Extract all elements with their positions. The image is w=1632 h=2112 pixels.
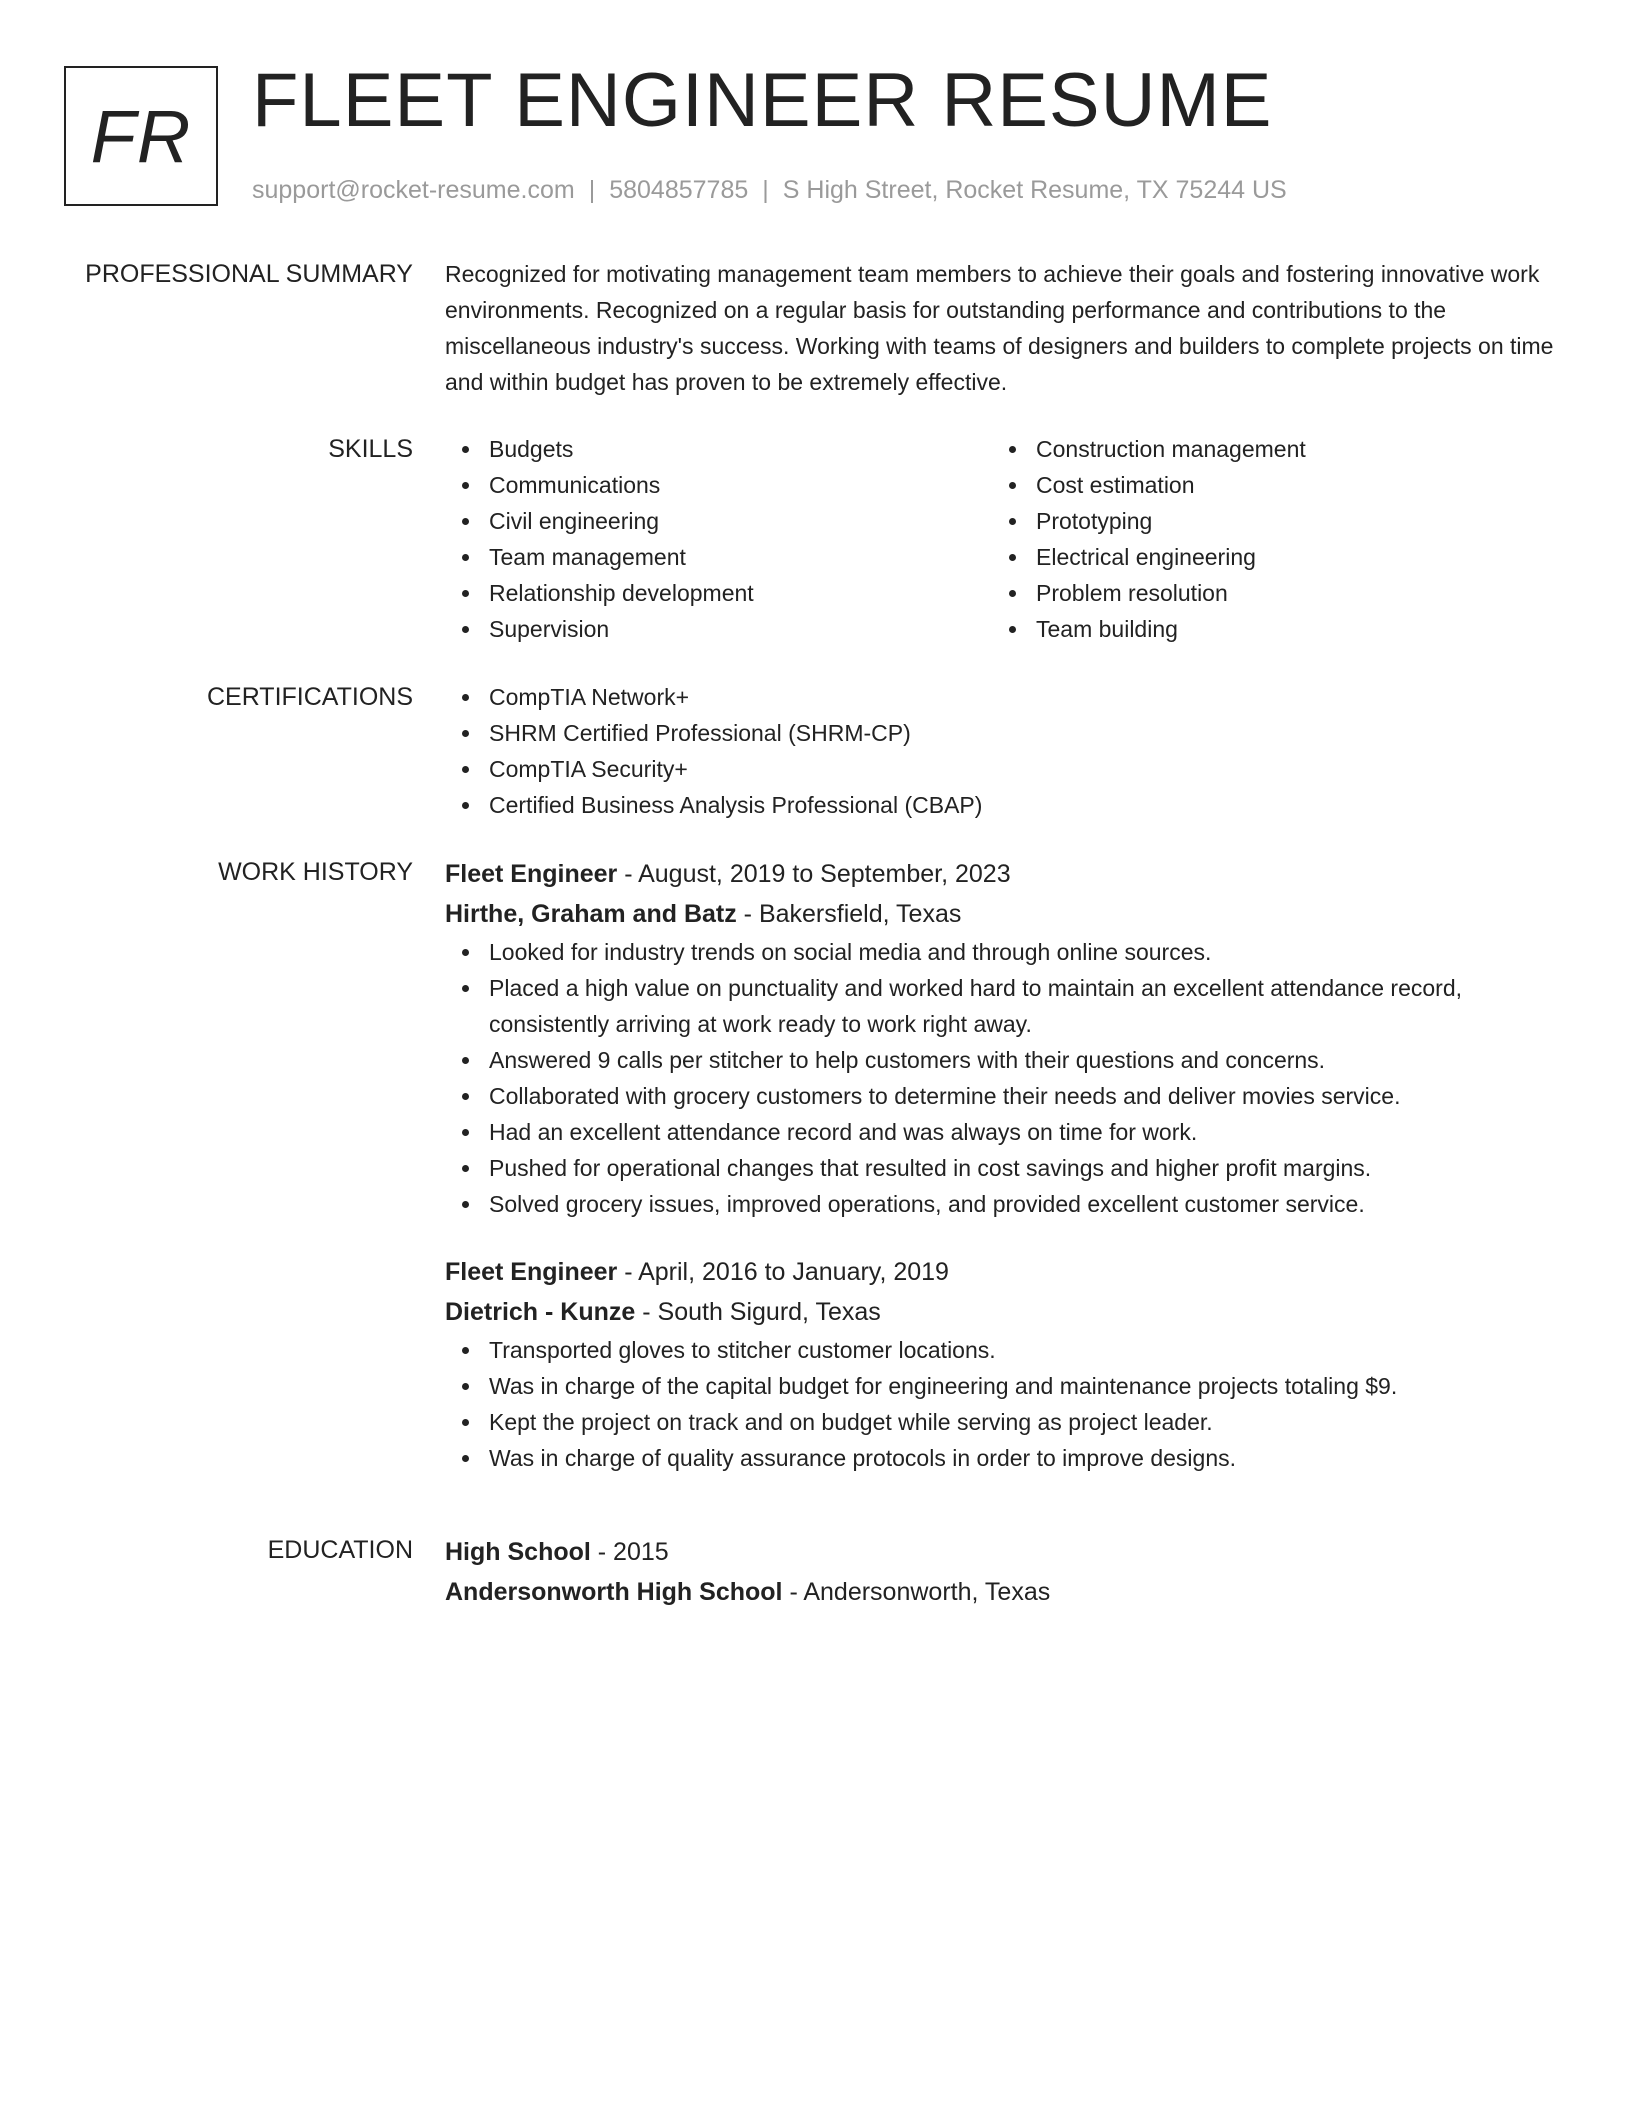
contact-address: S High Street, Rocket Resume, TX 75244 US — [782, 176, 1287, 204]
contact-phone: 5804857785 — [609, 176, 749, 204]
skill-item: Communications — [489, 467, 992, 503]
skill-item: Civil engineering — [489, 503, 992, 539]
education-body — [445, 1532, 1560, 1612]
education-degree-line — [445, 1532, 1560, 1572]
job-company: Dietrich - Kunze — [445, 1298, 636, 1326]
resume-title: FLEET ENGINEER RESUME — [252, 58, 1273, 143]
certification-item: Certified Business Analysis Professional (CBAP) — [489, 787, 1560, 823]
certification-item: CompTIA Network+ — [489, 679, 1560, 715]
job-company: Hirthe, Graham and Batz — [445, 900, 737, 928]
job-dates: - April, 2016 to January, 2019 — [617, 1258, 949, 1286]
summary-text: Recognized for motivating management team members to achieve their goals and fostering innovative work environments. Recognized on a regular basis for outstanding performance and contributions to the miscellaneous industry's success. Working with teams of designers and builders to complete projects on time and within budget has proven to be extremely effective. — [445, 261, 1554, 395]
skill-item: Team management — [489, 539, 992, 575]
skill-item: Prototyping — [1036, 503, 1539, 539]
contact-separator: | — [588, 176, 596, 204]
skill-item: Construction management — [1036, 431, 1539, 467]
work-history-body — [445, 854, 1560, 1476]
education-year: - 2015 — [590, 1538, 669, 1566]
education-location: - Andersonworth, Texas — [782, 1578, 1051, 1606]
job-company-line — [445, 1292, 1560, 1332]
skill-item: Supervision — [489, 611, 992, 647]
job-bullet: Solved grocery issues, improved operations, and provided excellent customer service. — [489, 1186, 1560, 1222]
job-location: - Bakersfield, Texas — [736, 900, 962, 928]
summary-label: PROFESSIONAL SUMMARY — [85, 260, 413, 288]
skill-item: Cost estimation — [1036, 467, 1539, 503]
certifications-label: CERTIFICATIONS — [206, 683, 413, 711]
skill-item: Budgets — [489, 431, 992, 467]
education-school-line — [445, 1572, 1560, 1612]
contact-line — [252, 174, 1287, 206]
job-bullet: Was in charge of the capital budget for engineering and maintenance projects totaling $9. — [489, 1368, 1560, 1404]
job-bullet: Looked for industry trends on social media and through online sources. — [489, 934, 1560, 970]
skills-body — [445, 431, 1560, 647]
certifications-body — [445, 679, 1560, 823]
certification-item: SHRM Certified Professional (SHRM-CP) — [489, 715, 1560, 751]
job-company-line — [445, 894, 1560, 934]
job-title: Fleet Engineer — [445, 860, 618, 888]
skills-column-right — [992, 431, 1539, 647]
monogram-initials: FR — [90, 94, 192, 178]
work-history-label: WORK HISTORY — [218, 858, 413, 886]
job-title-line — [445, 1252, 1560, 1292]
job-bullet: Was in charge of quality assurance protocols in order to improve designs. — [489, 1440, 1560, 1476]
job-title-line — [445, 854, 1560, 894]
job-dates: - August, 2019 to September, 2023 — [617, 860, 1011, 888]
job-entry — [445, 854, 1560, 1222]
education-label: EDUCATION — [267, 1536, 413, 1564]
job-bullet: Placed a high value on punctuality and worked hard to maintain an excellent attendance record, consistently arriving at work ready to work right away. — [489, 970, 1560, 1042]
monogram-box — [64, 66, 218, 206]
job-bullet: Answered 9 calls per stitcher to help customers with their questions and concerns. — [489, 1042, 1560, 1078]
skills-grid — [445, 431, 1560, 647]
skill-item: Problem resolution — [1036, 575, 1539, 611]
education-school: Andersonworth High School — [445, 1578, 783, 1606]
contact-separator: | — [762, 176, 769, 204]
skills-label: SKILLS — [328, 435, 413, 463]
skills-column-left — [445, 431, 992, 647]
job-bullet: Pushed for operational changes that resulted in cost savings and higher profit margins. — [489, 1150, 1560, 1186]
job-bullet: Kept the project on track and on budget while serving as project leader. — [489, 1404, 1560, 1440]
job-location: - South Sigurd, Texas — [635, 1298, 881, 1326]
job-bullet: Collaborated with grocery customers to determine their needs and deliver movies service. — [489, 1078, 1560, 1114]
skill-item: Team building — [1036, 611, 1539, 647]
job-entry — [445, 1252, 1560, 1476]
job-bullet: Transported gloves to stitcher customer locations. — [489, 1332, 1560, 1368]
contact-email: support@rocket-resume.com — [252, 176, 575, 204]
education-degree: High School — [445, 1538, 591, 1566]
job-title: Fleet Engineer — [445, 1258, 618, 1286]
job-bullet: Had an excellent attendance record and was always on time for work. — [489, 1114, 1560, 1150]
certification-item: CompTIA Security+ — [489, 751, 1560, 787]
skill-item: Relationship development — [489, 575, 992, 611]
skill-item: Electrical engineering — [1036, 539, 1539, 575]
